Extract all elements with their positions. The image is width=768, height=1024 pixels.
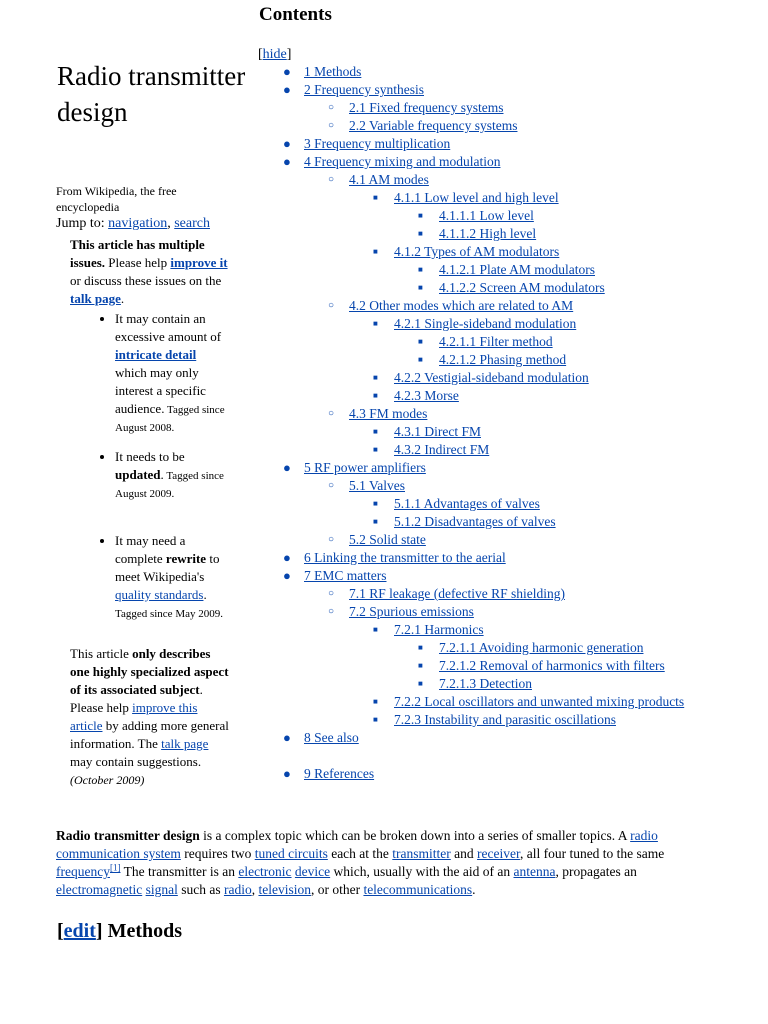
intro-bold: Radio transmitter design — [56, 828, 200, 843]
toc-item — [373, 693, 685, 711]
toc-bullet-icon: ● — [283, 568, 291, 583]
amb2-text: . Please help — [70, 682, 203, 715]
toc-link[interactable]: 2.1 Fixed frequency systems — [349, 100, 504, 115]
toc-bullet-icon: ■ — [373, 373, 378, 382]
toc-bullet-icon: ■ — [373, 427, 378, 436]
toc-bullet-icon: ● — [283, 154, 291, 169]
talk-page-link-2[interactable]: talk page — [161, 736, 209, 751]
toc-link[interactable]: 4.1.1.2 High level — [439, 226, 537, 241]
intro-text: , propagates an — [555, 864, 637, 879]
toc-item — [418, 279, 605, 297]
toc-bullet-icon: ■ — [373, 445, 378, 454]
specialized-aspect-box — [70, 645, 230, 789]
toc-item — [328, 117, 518, 135]
toc-bullet-icon: ■ — [373, 193, 378, 202]
intro-link[interactable]: tuned circuits — [254, 846, 328, 861]
toc-bullet-icon: ■ — [373, 319, 378, 328]
issue-bold: rewrite — [165, 551, 207, 566]
toc-item — [373, 495, 540, 513]
amb1-text: Please help — [105, 255, 171, 270]
toc-bullet-icon: ○ — [328, 588, 335, 599]
toc-bullet-icon: ■ — [418, 679, 423, 688]
toc-item — [283, 153, 501, 171]
toc-item — [328, 585, 565, 603]
toc-item — [373, 315, 577, 333]
intro-link[interactable]: receiver — [477, 846, 520, 861]
toc-link[interactable]: 7.2.2 Local oscillators and unwanted mixing products — [394, 694, 685, 709]
toc-item — [418, 261, 595, 279]
issue-text: . — [203, 587, 207, 602]
intro-link[interactable]: transmitter — [392, 846, 451, 861]
amb2-strong: only describes one highly specialized aspect of its associated subject — [70, 646, 229, 697]
toc-bullet-icon: ■ — [418, 211, 423, 220]
issue-item — [115, 310, 230, 436]
toc-bullet-icon: ○ — [328, 606, 335, 617]
page-title: Radio transmitter design — [57, 61, 246, 127]
toc-bullet-icon: ■ — [373, 247, 378, 256]
toc-bullet-icon: ○ — [328, 300, 335, 311]
toc-item — [373, 243, 560, 261]
amb2-text: This article — [70, 646, 133, 661]
toc-bullet-icon: ● — [283, 550, 291, 565]
toc-item — [418, 207, 534, 225]
issue-tag: Tagged since August 2009. — [115, 470, 224, 500]
toc-link[interactable]: 4.1.1.1 Low level — [439, 208, 534, 223]
toc-link[interactable]: 4.2 Other modes which are related to AM — [349, 298, 574, 313]
section-heading-methods — [57, 917, 182, 945]
intro-text: which, usually with the aid of an — [330, 864, 514, 879]
amb1-text: or discuss these issues on the — [70, 273, 222, 288]
issue-tag: Tagged since May 2009. — [115, 608, 223, 620]
toc-link[interactable]: 4.2.2 Vestigial-sideband modulation — [394, 370, 589, 385]
toc-link[interactable]: 5.1.2 Disadvantages of valves — [394, 514, 556, 529]
intro-paragraph — [56, 827, 726, 899]
intro-text: requires two — [180, 846, 255, 861]
improve-it-link[interactable]: improve it — [170, 255, 228, 270]
issue-item — [115, 532, 230, 622]
toc-link[interactable]: 4.2.3 Morse — [394, 388, 459, 403]
toc-bullet-icon: ■ — [418, 355, 423, 364]
toc-link[interactable]: 7.2.1.2 Removal of harmonics with filters — [439, 658, 665, 673]
site-sub: From Wikipedia, the free encyclopedia — [56, 184, 177, 214]
toc-link[interactable]: 2 Frequency synthesis — [304, 82, 424, 97]
toc-link[interactable]: 5.1.1 Advantages of valves — [394, 496, 540, 511]
toc-bracket: ] — [286, 47, 292, 62]
toc-toggle — [258, 46, 291, 64]
toc-bullet-icon: ● — [283, 460, 291, 475]
amb2-text: may contain suggestions. — [70, 754, 202, 769]
issue-text: to meet Wikipedia's — [115, 551, 220, 584]
intro-text: is a complex topic which can be broken down into a series of smaller topics. A — [199, 828, 631, 843]
intro-text: , — [251, 882, 259, 897]
toc-item — [283, 135, 451, 153]
intro-link[interactable]: telecommunications — [363, 882, 473, 897]
talk-page-link[interactable]: talk page — [70, 291, 121, 306]
toc-item — [373, 387, 459, 405]
toc-title: Contents — [259, 4, 332, 25]
toc-bullet-icon: ■ — [373, 499, 378, 508]
toc-item — [328, 99, 504, 117]
toc-item — [328, 603, 474, 621]
toc-item — [283, 459, 426, 477]
toc-item — [373, 441, 490, 459]
toc-bullet-icon: ● — [283, 730, 291, 745]
improve-this-article-link[interactable]: improve this article — [70, 700, 198, 733]
multiple-issues-strong: This article has multiple issues. — [70, 237, 205, 270]
intro-text: , all four tuned to the same — [519, 846, 665, 861]
toc-bullet-icon: ■ — [373, 625, 378, 634]
intro-link[interactable]: television — [258, 882, 311, 897]
toc-bullet-icon: ○ — [328, 102, 335, 113]
intro-link[interactable]: electromagnetic — [56, 882, 143, 897]
toc-bullet-icon: ■ — [418, 265, 423, 274]
toc-item — [373, 189, 559, 207]
toc-link[interactable]: 7.2.1.1 Avoiding harmonic generation — [439, 640, 644, 655]
toc-item — [418, 657, 665, 675]
toc-bullet-icon: ● — [283, 766, 291, 781]
toc-link[interactable]: 3 Frequency multiplication — [304, 136, 451, 151]
intro-text: The transmitter is an — [120, 864, 239, 879]
toc-bullet-icon: ■ — [418, 643, 423, 652]
intro-link[interactable]: device — [294, 864, 331, 879]
toc-link[interactable]: 5.1 Valves — [349, 478, 405, 493]
intro-link[interactable]: antenna — [513, 864, 556, 879]
toc-link[interactable]: 7 EMC matters — [304, 568, 387, 583]
toc-item — [418, 639, 644, 657]
toc-link[interactable]: 5 RF power amplifiers — [304, 460, 426, 475]
multiple-issues-intro — [70, 236, 230, 308]
toc-link[interactable]: 4.2.1.2 Phasing method — [439, 352, 567, 367]
quality-standards-link[interactable]: quality standards — [115, 587, 204, 602]
issues-list — [70, 310, 230, 622]
toc-link[interactable]: 7.2.1 Harmonics — [394, 622, 484, 637]
toc-link[interactable]: 5.2 Solid state — [349, 532, 426, 547]
issue-tag: Tagged since August 2008. — [115, 404, 225, 434]
toc-bullet-icon: ■ — [373, 391, 378, 400]
reference-link[interactable]: [1] — [109, 862, 121, 873]
intro-link[interactable]: radio communication system — [56, 828, 658, 861]
toc-item — [418, 225, 537, 243]
toc-item — [418, 333, 553, 351]
amb2-date: (October 2009) — [70, 773, 145, 787]
toc-item — [418, 351, 567, 369]
toc-item — [283, 729, 359, 747]
toc-link[interactable]: 7.2.3 Instability and parasitic oscillations — [394, 712, 616, 727]
toc-bracket: [ — [258, 47, 263, 62]
toc-bullet-icon: ■ — [418, 283, 423, 292]
toc-item — [373, 423, 481, 441]
toc-link[interactable]: 7.2.1.3 Detection — [439, 676, 532, 691]
toc-item — [418, 675, 532, 693]
intro-text: and — [450, 846, 478, 861]
edit-section-link[interactable]: edit — [63, 920, 96, 942]
intro-link[interactable]: signal — [145, 882, 178, 897]
toc-item — [373, 621, 484, 639]
toc-link[interactable]: 2.2 Variable frequency systems — [349, 118, 518, 133]
issue-text: It may need a complete — [115, 533, 186, 566]
toc-bullet-icon: ○ — [328, 408, 335, 419]
toc-bullet-icon: ■ — [418, 229, 423, 238]
toc-link[interactable]: 1 Methods — [304, 64, 362, 79]
toc-link[interactable]: 4.3 FM modes — [349, 406, 428, 421]
intro-text: , or other — [310, 882, 364, 897]
jump-to — [56, 215, 256, 233]
toc-bullet-icon: ● — [283, 82, 291, 97]
jump-search-link[interactable]: search — [174, 216, 210, 231]
toc-link[interactable]: 4.3.2 Indirect FM — [394, 442, 490, 457]
toc-item — [283, 81, 424, 99]
toc-bullet-icon: ● — [283, 136, 291, 151]
toc-item — [283, 63, 362, 81]
issue-item — [115, 448, 230, 520]
toc-link[interactable]: 4.2.1 Single-sideband modulation — [394, 316, 577, 331]
issue-bold: updated — [115, 467, 161, 482]
toc-bullet-icon: ○ — [328, 120, 335, 131]
toc-link[interactable]: 8 See also — [304, 730, 359, 745]
toc-bullet-icon: ○ — [328, 534, 335, 545]
amb2-text: by adding more general information. The — [70, 718, 229, 751]
toc-link[interactable]: 7.1 RF leakage (defective RF shielding) — [349, 586, 565, 601]
toc-item — [373, 711, 616, 729]
toc-link[interactable]: 4.1.2.2 Screen AM modulators — [439, 280, 605, 295]
toc-item — [328, 405, 428, 423]
toc-link[interactable]: 7.2 Spurious emissions — [349, 604, 474, 619]
toc-bullet-icon: ■ — [418, 337, 423, 346]
toc-link[interactable]: 4.1 AM modes — [349, 172, 429, 187]
intro-link[interactable]: radio — [223, 882, 252, 897]
issue-text: which may only interest a specific audience. — [115, 365, 206, 416]
edit-bracket: ] — [95, 920, 103, 942]
toc-item — [328, 477, 405, 495]
toc-link[interactable]: 4 Frequency mixing and modulation — [304, 154, 501, 169]
toc-bullet-icon: ■ — [373, 715, 378, 724]
toc-bullet-icon: ○ — [328, 480, 335, 491]
toc-bullet-icon: ■ — [373, 517, 378, 526]
issue-text: . — [160, 467, 164, 482]
toc-bullet-icon: ■ — [418, 661, 423, 670]
intro-text: such as — [177, 882, 224, 897]
jump-separator: , — [167, 216, 175, 231]
intro-text: each at the — [327, 846, 393, 861]
toc-link[interactable]: 4.3.1 Direct FM — [394, 424, 481, 439]
toc-link[interactable]: 4.1.1 Low level and high level — [394, 190, 559, 205]
toc-link[interactable]: 4.1.2.1 Plate AM modulators — [439, 262, 595, 277]
toc-item — [328, 531, 426, 549]
intro-link[interactable]: electronic — [238, 864, 292, 879]
issue-text: It may contain an excessive amount of — [115, 311, 222, 344]
section-title: Methods — [102, 920, 183, 942]
toc-bullet-icon: ● — [283, 64, 291, 79]
toc-item — [373, 513, 556, 531]
intricate-detail-link[interactable]: intricate detail — [115, 347, 197, 362]
intro-text: . — [472, 882, 476, 897]
toc-item — [283, 765, 375, 783]
toc-link[interactable]: 4.2.1.1 Filter method — [439, 334, 553, 349]
jump-prefix: Jump to: — [56, 216, 109, 231]
toc-link[interactable]: 4.1.2 Types of AM modulators — [394, 244, 560, 259]
toc-bullet-icon: ■ — [373, 697, 378, 706]
issue-text: It needs to be — [115, 449, 185, 464]
toc-link[interactable]: 6 Linking the transmitter to the aerial — [304, 550, 506, 565]
jump-navigation-link[interactable]: navigation — [108, 216, 168, 231]
toc-item — [328, 297, 574, 315]
intro-link[interactable]: frequency — [56, 864, 110, 879]
toc-link[interactable]: 9 References — [304, 766, 375, 781]
toc-item — [373, 369, 589, 387]
toc-item — [283, 567, 387, 585]
multiple-issues-box — [70, 236, 230, 634]
toc-hide-link[interactable]: hide — [262, 47, 287, 62]
edit-bracket: [ — [57, 920, 64, 942]
toc-item — [283, 549, 506, 567]
toc-item — [328, 171, 429, 189]
toc-bullet-icon: ○ — [328, 174, 335, 185]
amb1-text: . — [120, 291, 125, 306]
